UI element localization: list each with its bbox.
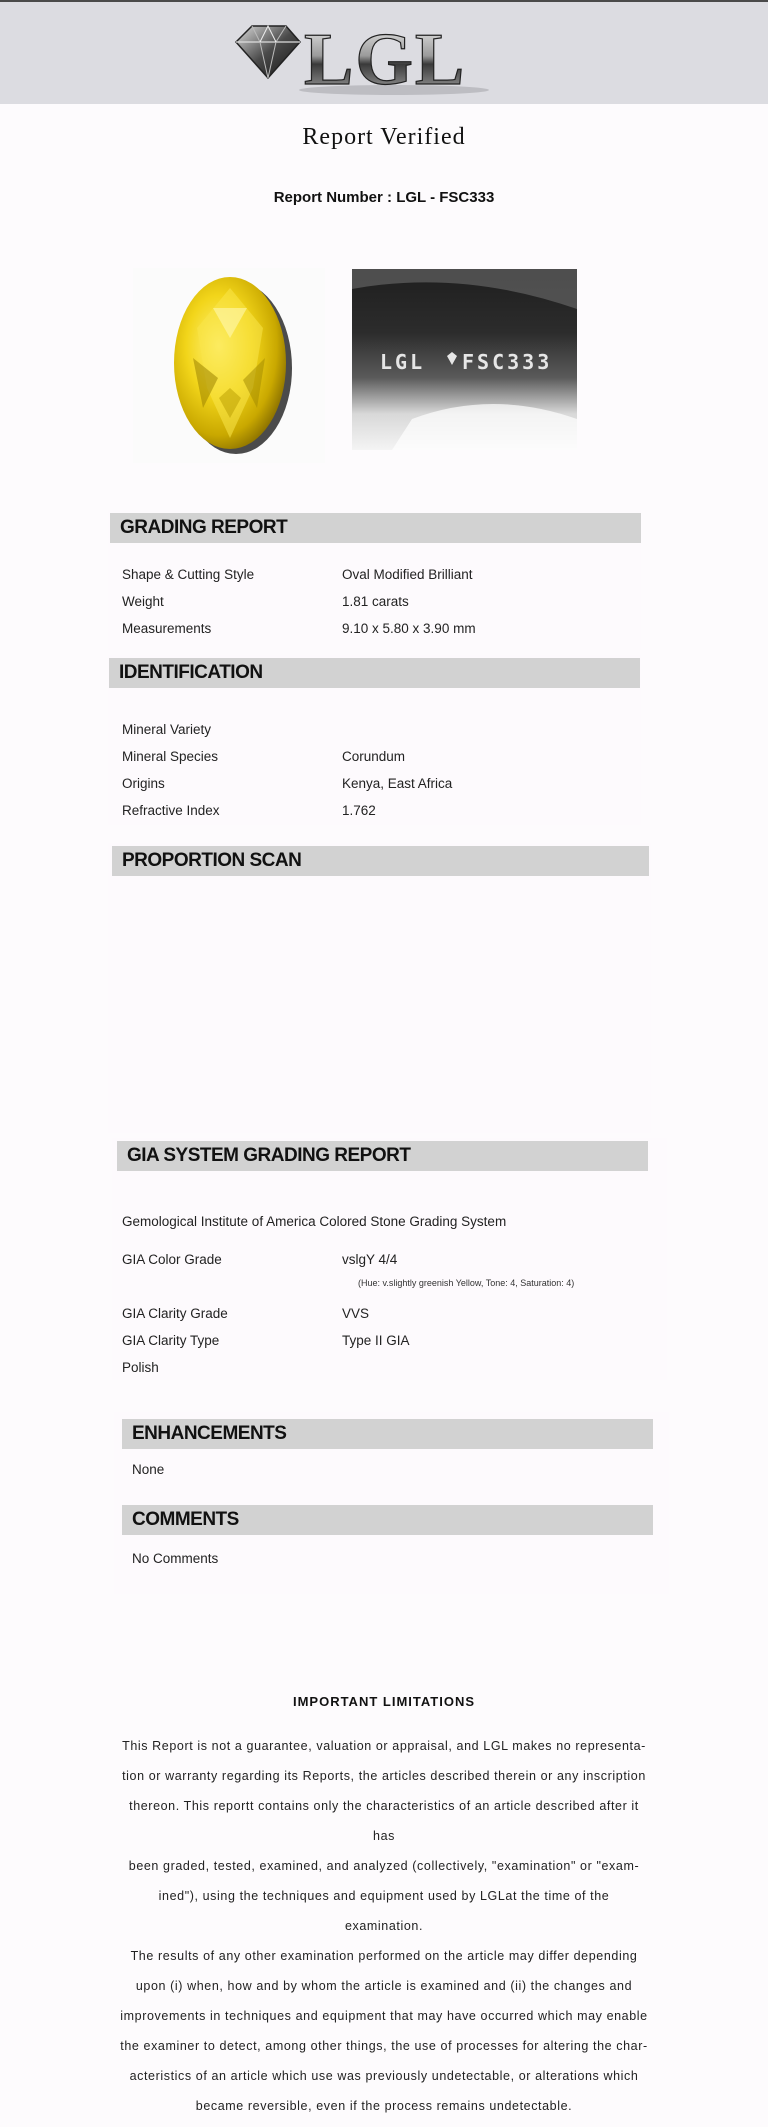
weight-label: Weight — [122, 594, 164, 609]
limitations-line: This Report is not a guarantee, valuation or appraisal, and LGL makes no representa- — [122, 1739, 646, 1753]
lgl-logo — [234, 16, 494, 98]
gia-clarity-type-value: Type II GIA — [342, 1333, 410, 1348]
gia-clarity-grade-value: VVS — [342, 1306, 370, 1321]
refractive-index-label: Refractive Index — [122, 803, 220, 818]
shape-value: Oval Modified Brilliant — [342, 567, 473, 582]
inscription-photo — [352, 269, 577, 450]
origins-label: Origins — [122, 776, 165, 791]
limitations-line: the examiner to detect, among other things, the use of processes for altering the char- — [120, 2039, 648, 2053]
measurements-label: Measurements — [122, 621, 212, 636]
limitations-line: improvements in techniques and equipment that may have occurred which may enable — [120, 2009, 648, 2023]
proportion-scan-panel — [108, 843, 651, 1133]
diamond-icon — [236, 26, 300, 78]
limitations-line: thereon. This reportt contains only the characteristics of an article described after it has — [129, 1799, 639, 1843]
measurements-value: 9.10 x 5.80 x 3.90 mm — [342, 621, 476, 636]
refractive-index-value: 1.762 — [342, 803, 376, 818]
weight-value: 1.81 carats — [342, 594, 409, 609]
report-number-label: Report Number : — [273, 189, 393, 206]
gem-photo — [133, 268, 325, 463]
limitations-line: tion or warranty regarding its Reports, the articles described therein or any inscription — [122, 1769, 646, 1783]
gia-color-grade-value: vslgY 4/4 — [342, 1252, 398, 1267]
gia-system-name: Gemological Institute of America Colored Stone Grading System — [122, 1214, 507, 1229]
inscription-text: LGL — [380, 350, 426, 374]
enhancements-heading: ENHANCEMENTS — [122, 1419, 653, 1449]
limitations-line: The results of any other examination performed on the article may differ depending — [130, 1949, 638, 1963]
limitations-line: acteristics of an article which use was previously undetectable, or alterations which — [129, 2069, 639, 2083]
proportion-scan-heading: PROPORTION SCAN — [112, 846, 649, 876]
mineral-species-value: Corundum — [342, 749, 406, 764]
enhancements-value: None — [132, 1462, 165, 1477]
identification-heading: IDENTIFICATION — [109, 658, 640, 688]
inscription-code: FSC333 — [462, 350, 553, 374]
gia-heading: GIA SYSTEM GRADING REPORT — [117, 1141, 648, 1171]
gia-color-grade-label: GIA Color Grade — [122, 1252, 222, 1267]
mineral-species-label: Mineral Species — [122, 749, 219, 764]
polish-label: Polish — [122, 1360, 159, 1375]
limitations-text — [120, 1731, 648, 2121]
gia-clarity-type-label: GIA Clarity Type — [122, 1333, 220, 1348]
logo-text: LGL — [304, 19, 467, 98]
report-number — [0, 189, 768, 206]
limitations-line: ined"), using the techniques and equipment used by LGLat the time of the examination. — [158, 1889, 610, 1933]
page-title: Report Verified — [302, 124, 466, 150]
comments-value: No Comments — [132, 1551, 219, 1566]
limitations-line: became reversible, even if the process remains undetectable. — [195, 2099, 573, 2113]
gia-color-grade-note: (Hue: v.slightly greenish Yellow, Tone: 4, Saturation: 4) — [358, 1278, 575, 1288]
comments-heading: COMMENTS — [122, 1505, 653, 1535]
limitations-line: been graded, tested, examined, and analyzed (collectively, "examination" or "exam- — [128, 1859, 640, 1873]
origins-value: Kenya, East Africa — [342, 776, 453, 791]
report-number-value: LGL - FSC333 — [396, 189, 495, 206]
grading-report-heading: GRADING REPORT — [110, 513, 641, 543]
shape-label: Shape & Cutting Style — [122, 567, 255, 582]
mineral-variety-label: Mineral Variety — [122, 722, 212, 737]
gia-clarity-grade-label: GIA Clarity Grade — [122, 1306, 228, 1321]
page-header — [0, 0, 768, 104]
limitations-heading: IMPORTANT LIMITATIONS — [292, 1694, 476, 1709]
limitations-line: upon (i) when, how and by whom the article is examined and (ii) the changes and — [135, 1979, 633, 1993]
